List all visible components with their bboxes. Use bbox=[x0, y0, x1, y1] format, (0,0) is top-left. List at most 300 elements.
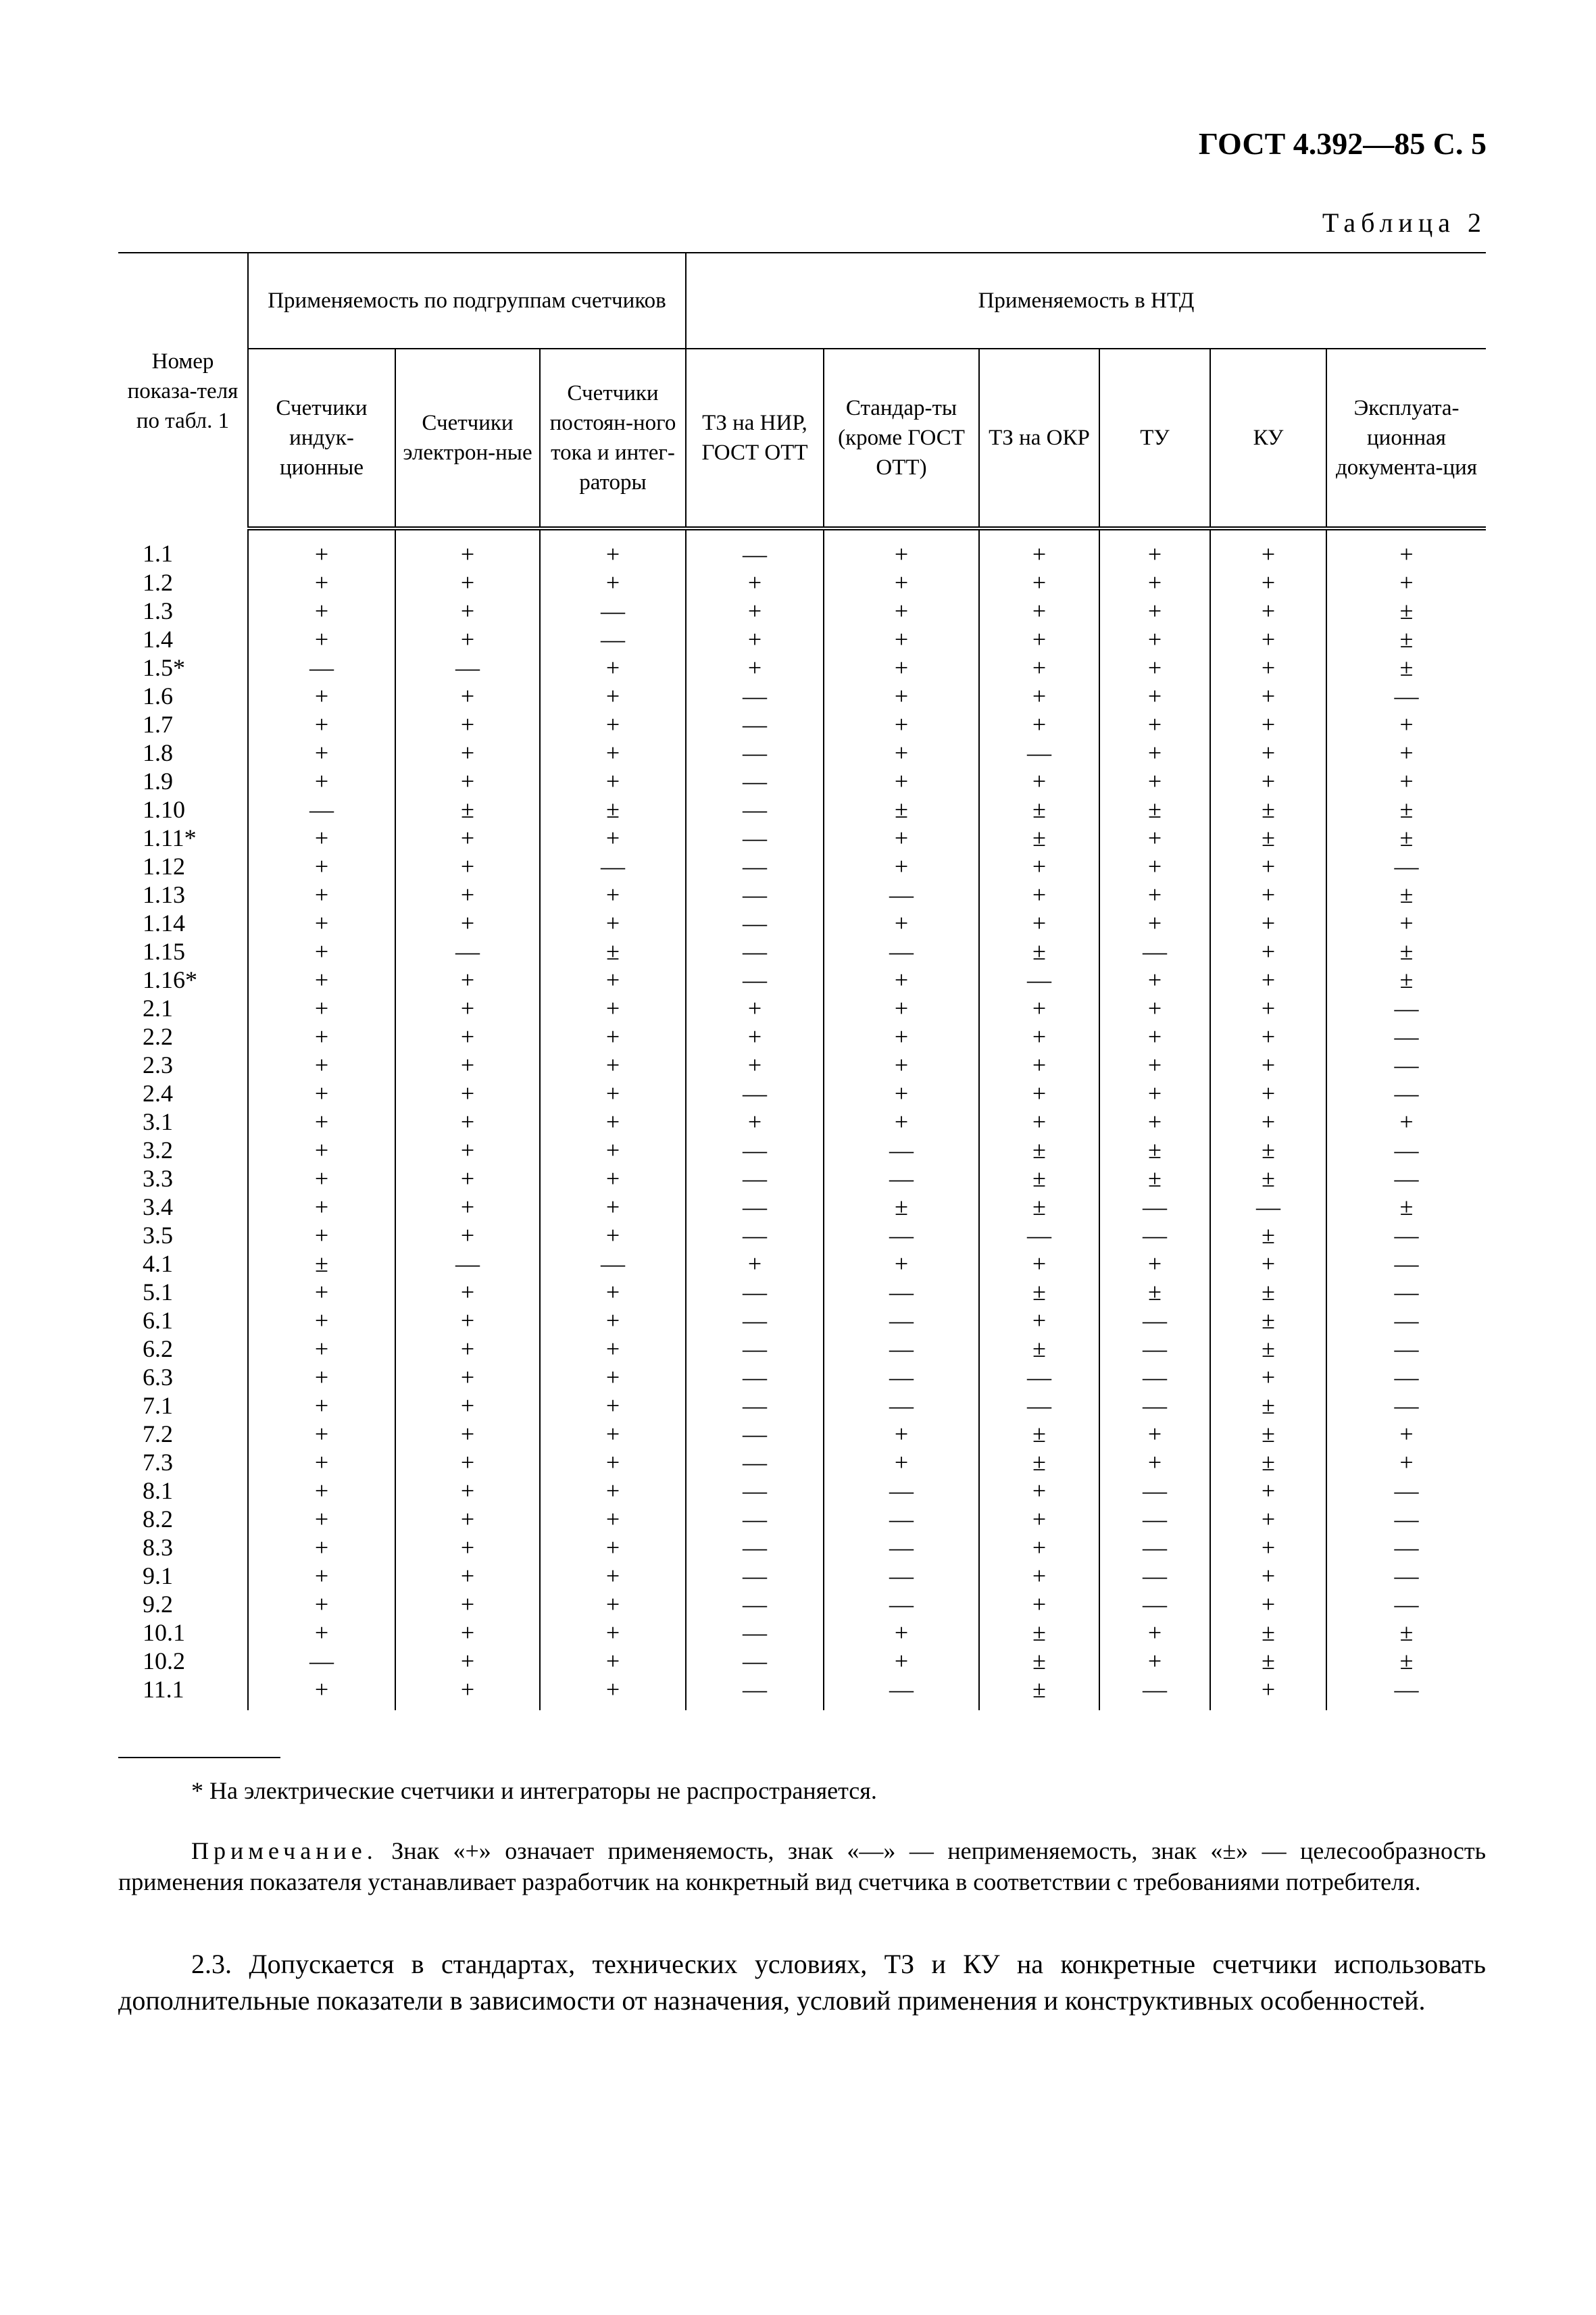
table-cell: + bbox=[824, 1448, 979, 1476]
table-cell: ± bbox=[979, 795, 1099, 824]
table-cell: + bbox=[248, 1022, 395, 1051]
table-cell: + bbox=[395, 1675, 540, 1710]
table-cell: — bbox=[686, 1505, 824, 1533]
table-cell: + bbox=[1326, 528, 1486, 568]
table-cell: — bbox=[824, 1675, 979, 1710]
table-cell: ± bbox=[824, 795, 979, 824]
table-row bbox=[118, 1562, 1486, 1590]
table-cell: ± bbox=[1210, 1335, 1326, 1363]
table-cell: + bbox=[686, 994, 824, 1022]
table-cell: + bbox=[395, 1306, 540, 1335]
table-cell: + bbox=[248, 710, 395, 739]
table-cell: — bbox=[979, 1221, 1099, 1249]
table-cell: — bbox=[1326, 1590, 1486, 1618]
table-cell: ± bbox=[1210, 1420, 1326, 1448]
table-cell: + bbox=[248, 1278, 395, 1306]
table-cell: + bbox=[979, 1533, 1099, 1562]
table-cell: + bbox=[1210, 1363, 1326, 1391]
table-cell: + bbox=[395, 1363, 540, 1391]
table-cell: — bbox=[824, 880, 979, 909]
table-row bbox=[118, 528, 1486, 568]
table-cell: + bbox=[395, 1136, 540, 1164]
table-row bbox=[118, 909, 1486, 937]
table-cell: + bbox=[248, 1505, 395, 1533]
row-number: 4.1 bbox=[143, 1250, 173, 1277]
table-cell: + bbox=[824, 682, 979, 710]
table-row bbox=[118, 880, 1486, 909]
note-text: Знак «+» означает применяемость, знак «—» — неприменяемость, знак «±» — целесообразность применения показателя устанавливает разработчик на конкретный вид счетчика в соответствии с требованиями потребителя. bbox=[118, 1837, 1486, 1895]
header-col-standards: Стандар-ты (кроме ГОСТ ОТТ) bbox=[824, 349, 979, 528]
table-cell: — bbox=[1326, 1505, 1486, 1533]
table-cell: + bbox=[248, 1193, 395, 1221]
table-label: Таблица 2 bbox=[1322, 207, 1487, 238]
table-cell: — bbox=[686, 1590, 824, 1618]
table-cell: — bbox=[686, 739, 824, 767]
table-cell: — bbox=[395, 937, 540, 966]
table-cell: + bbox=[1099, 1079, 1210, 1107]
row-number: 1.14 bbox=[143, 910, 185, 937]
table-cell: + bbox=[1210, 1505, 1326, 1533]
table-cell: + bbox=[686, 568, 824, 597]
table-cell: — bbox=[1326, 1278, 1486, 1306]
table-cell: + bbox=[1099, 1647, 1210, 1675]
table-cell: + bbox=[1210, 528, 1326, 568]
table-cell: + bbox=[248, 767, 395, 795]
table-cell: — bbox=[979, 1391, 1099, 1420]
table-cell: + bbox=[1326, 568, 1486, 597]
table-cell: — bbox=[824, 1278, 979, 1306]
header-col-induction: Счетчики индук-ционные bbox=[248, 349, 395, 528]
table-cell: — bbox=[1326, 1476, 1486, 1505]
table-cell: + bbox=[540, 966, 686, 994]
table-cell: — bbox=[1326, 1079, 1486, 1107]
table-cell: + bbox=[540, 1306, 686, 1335]
table-cell: — bbox=[1326, 1221, 1486, 1249]
table-row bbox=[118, 1363, 1486, 1391]
table-row bbox=[118, 767, 1486, 795]
table-cell: — bbox=[1326, 1022, 1486, 1051]
table-cell: — bbox=[1326, 1051, 1486, 1079]
table-cell: + bbox=[248, 597, 395, 625]
table-cell: + bbox=[395, 909, 540, 937]
table-cell: + bbox=[1099, 1618, 1210, 1647]
table-cell: + bbox=[1099, 597, 1210, 625]
table-cell: + bbox=[248, 1221, 395, 1249]
table-cell: + bbox=[540, 1051, 686, 1079]
table-cell: + bbox=[1099, 528, 1210, 568]
table-cell: ± bbox=[1210, 1448, 1326, 1476]
table-cell: + bbox=[1210, 597, 1326, 625]
header-group-ntd: Применяемость в НТД bbox=[686, 253, 1486, 349]
table-cell: + bbox=[395, 1079, 540, 1107]
table-cell: + bbox=[540, 1193, 686, 1221]
note bbox=[118, 1835, 1486, 1897]
table-cell: + bbox=[395, 710, 540, 739]
table-cell: — bbox=[395, 1249, 540, 1278]
table-cell: + bbox=[248, 1533, 395, 1562]
row-number: 1.4 bbox=[143, 626, 173, 653]
table-cell: — bbox=[1326, 1675, 1486, 1710]
table-cell: + bbox=[248, 1363, 395, 1391]
table-cell: + bbox=[248, 682, 395, 710]
table-cell: + bbox=[979, 682, 1099, 710]
table-cell: — bbox=[824, 1562, 979, 1590]
table-cell: — bbox=[686, 1363, 824, 1391]
table-cell: ± bbox=[1099, 1136, 1210, 1164]
row-number: 6.2 bbox=[143, 1335, 173, 1362]
table-cell: + bbox=[1099, 1448, 1210, 1476]
table-cell: ± bbox=[1326, 1618, 1486, 1647]
table-cell: + bbox=[686, 625, 824, 653]
table-cell: ± bbox=[1099, 1164, 1210, 1193]
table-cell: — bbox=[824, 937, 979, 966]
header-col-tz-nir: ТЗ на НИР, ГОСТ ОТТ bbox=[686, 349, 824, 528]
table-cell: + bbox=[824, 597, 979, 625]
table-cell: + bbox=[395, 1590, 540, 1618]
row-number: 1.11* bbox=[143, 824, 197, 851]
table-row bbox=[118, 1164, 1486, 1193]
table-cell: + bbox=[1210, 710, 1326, 739]
table-cell: ± bbox=[1326, 824, 1486, 852]
table-row bbox=[118, 1221, 1486, 1249]
table-cell: + bbox=[395, 1618, 540, 1647]
row-number: 8.3 bbox=[143, 1534, 173, 1561]
row-number: 1.2 bbox=[143, 569, 173, 596]
table-row bbox=[118, 568, 1486, 597]
table-cell: + bbox=[979, 625, 1099, 653]
table-cell: + bbox=[686, 1249, 824, 1278]
table-cell: + bbox=[1210, 682, 1326, 710]
table-cell: + bbox=[395, 1221, 540, 1249]
table-row bbox=[118, 597, 1486, 625]
row-number: 1.16* bbox=[143, 966, 197, 993]
table-cell: + bbox=[395, 568, 540, 597]
table-cell: — bbox=[1210, 1193, 1326, 1221]
table-cell: — bbox=[686, 1136, 824, 1164]
table-cell: ± bbox=[824, 1193, 979, 1221]
table-cell: ± bbox=[979, 1278, 1099, 1306]
table-cell: + bbox=[979, 852, 1099, 880]
table-cell: + bbox=[1099, 1051, 1210, 1079]
row-number: 1.10 bbox=[143, 796, 185, 823]
table-cell: + bbox=[979, 767, 1099, 795]
table-cell: + bbox=[248, 994, 395, 1022]
table-cell: + bbox=[1099, 682, 1210, 710]
row-number: 2.2 bbox=[143, 1023, 173, 1050]
table-cell: — bbox=[1099, 1505, 1210, 1533]
table-cell: + bbox=[395, 1051, 540, 1079]
table-cell: ± bbox=[1099, 1278, 1210, 1306]
row-number: 10.2 bbox=[143, 1647, 185, 1674]
table-cell: + bbox=[1210, 966, 1326, 994]
table-cell: + bbox=[248, 1136, 395, 1164]
table-cell: — bbox=[1326, 1164, 1486, 1193]
table-row bbox=[118, 625, 1486, 653]
table-cell: + bbox=[395, 739, 540, 767]
header-col-dc-integrators: Счетчики постоян-ного тока и интег-раторы bbox=[540, 349, 686, 528]
table-row bbox=[118, 1136, 1486, 1164]
row-number: 1.13 bbox=[143, 881, 185, 908]
table-cell: + bbox=[1099, 653, 1210, 682]
table-row bbox=[118, 852, 1486, 880]
table-cell: + bbox=[1099, 909, 1210, 937]
table-cell: — bbox=[540, 852, 686, 880]
table-cell: ± bbox=[1326, 795, 1486, 824]
table-cell: — bbox=[1099, 1193, 1210, 1221]
row-number: 1.9 bbox=[143, 768, 173, 795]
table-cell: + bbox=[540, 710, 686, 739]
table-cell: + bbox=[1099, 1022, 1210, 1051]
table-cell: + bbox=[248, 1335, 395, 1363]
table-cell: + bbox=[540, 1533, 686, 1562]
table-cell: + bbox=[248, 1079, 395, 1107]
table-cell: — bbox=[979, 739, 1099, 767]
table-cell: + bbox=[540, 739, 686, 767]
table-cell: + bbox=[395, 1420, 540, 1448]
table-cell: + bbox=[540, 653, 686, 682]
table-cell: + bbox=[824, 1022, 979, 1051]
table-cell: + bbox=[540, 1079, 686, 1107]
table-row bbox=[118, 682, 1486, 710]
table-cell: — bbox=[824, 1391, 979, 1420]
table-cell: + bbox=[979, 994, 1099, 1022]
table-cell: + bbox=[1210, 1675, 1326, 1710]
table-cell: + bbox=[824, 1647, 979, 1675]
table-cell: + bbox=[540, 1618, 686, 1647]
row-number: 7.1 bbox=[143, 1392, 173, 1419]
table-row bbox=[118, 1079, 1486, 1107]
table-cell: ± bbox=[1326, 937, 1486, 966]
table-cell: + bbox=[540, 1675, 686, 1710]
row-number: 1.3 bbox=[143, 597, 173, 624]
table-row bbox=[118, 1448, 1486, 1476]
header-col-ku: КУ bbox=[1210, 349, 1326, 528]
row-number: 3.3 bbox=[143, 1165, 173, 1192]
table-cell: + bbox=[395, 597, 540, 625]
table-cell: ± bbox=[248, 1249, 395, 1278]
table-cell: + bbox=[1210, 653, 1326, 682]
table-cell: + bbox=[395, 1391, 540, 1420]
table-cell: — bbox=[686, 1079, 824, 1107]
row-number: 2.1 bbox=[143, 995, 173, 1022]
table-cell: + bbox=[979, 1476, 1099, 1505]
row-number: 1.6 bbox=[143, 682, 173, 710]
row-number: 1.8 bbox=[143, 739, 173, 766]
table-cell: — bbox=[1326, 682, 1486, 710]
table-cell: — bbox=[686, 1476, 824, 1505]
table-cell: + bbox=[1326, 767, 1486, 795]
table-cell: + bbox=[686, 653, 824, 682]
table-row bbox=[118, 1278, 1486, 1306]
table-cell: + bbox=[248, 528, 395, 568]
table-cell: + bbox=[1099, 852, 1210, 880]
table-cell: + bbox=[824, 1618, 979, 1647]
table-cell: ± bbox=[1326, 1193, 1486, 1221]
table-cell: + bbox=[540, 1335, 686, 1363]
row-number: 3.5 bbox=[143, 1222, 173, 1249]
table-cell: + bbox=[1099, 880, 1210, 909]
table-cell: — bbox=[395, 653, 540, 682]
table-cell: + bbox=[979, 1590, 1099, 1618]
table-cell: + bbox=[248, 1164, 395, 1193]
table-cell: + bbox=[540, 909, 686, 937]
table-cell: + bbox=[248, 966, 395, 994]
table-cell: + bbox=[979, 880, 1099, 909]
table-cell: — bbox=[1326, 1363, 1486, 1391]
table-cell: — bbox=[1326, 1391, 1486, 1420]
table-cell: + bbox=[540, 682, 686, 710]
table-cell: + bbox=[540, 1022, 686, 1051]
table-cell: ± bbox=[540, 795, 686, 824]
table-cell: + bbox=[824, 1249, 979, 1278]
table-cell: + bbox=[248, 568, 395, 597]
table-cell: — bbox=[824, 1533, 979, 1562]
table-cell: — bbox=[686, 909, 824, 937]
table-cell: — bbox=[686, 1221, 824, 1249]
table-cell: — bbox=[686, 682, 824, 710]
table-cell: — bbox=[1099, 937, 1210, 966]
table-cell: + bbox=[540, 1562, 686, 1590]
table-cell: ± bbox=[395, 795, 540, 824]
table-cell: — bbox=[686, 1562, 824, 1590]
table-cell: — bbox=[686, 852, 824, 880]
table-cell: + bbox=[540, 824, 686, 852]
table-cell: — bbox=[824, 1505, 979, 1533]
table-cell: + bbox=[686, 597, 824, 625]
table-cell: + bbox=[540, 1107, 686, 1136]
table-row bbox=[118, 1590, 1486, 1618]
table-cell: ± bbox=[1210, 824, 1326, 852]
table-cell: + bbox=[540, 1590, 686, 1618]
table-cell: + bbox=[395, 1505, 540, 1533]
table-cell: — bbox=[1099, 1306, 1210, 1335]
table-cell: — bbox=[686, 1193, 824, 1221]
table-cell: + bbox=[1210, 1079, 1326, 1107]
table-cell: + bbox=[1210, 1249, 1326, 1278]
table-cell: — bbox=[686, 1391, 824, 1420]
table-row bbox=[118, 966, 1486, 994]
table-cell: — bbox=[1099, 1562, 1210, 1590]
table-cell: ± bbox=[979, 1420, 1099, 1448]
table-cell: + bbox=[1099, 824, 1210, 852]
table-cell: + bbox=[1210, 1590, 1326, 1618]
table-cell: + bbox=[1326, 1420, 1486, 1448]
table-cell: + bbox=[824, 1420, 979, 1448]
table-cell: + bbox=[540, 528, 686, 568]
table-cell: — bbox=[979, 966, 1099, 994]
table-cell: — bbox=[686, 1164, 824, 1193]
table-cell: ± bbox=[979, 1448, 1099, 1476]
table-cell: + bbox=[395, 824, 540, 852]
table-cell: ± bbox=[540, 937, 686, 966]
table-cell: + bbox=[824, 966, 979, 994]
table-cell: + bbox=[1210, 909, 1326, 937]
table-cell: ± bbox=[1210, 1391, 1326, 1420]
table-cell: + bbox=[248, 1562, 395, 1590]
table-cell: + bbox=[248, 880, 395, 909]
table-row bbox=[118, 710, 1486, 739]
table-cell: + bbox=[979, 568, 1099, 597]
table-cell: — bbox=[1099, 1590, 1210, 1618]
table-cell: + bbox=[395, 1335, 540, 1363]
table-cell: — bbox=[1326, 1533, 1486, 1562]
table-cell: + bbox=[1210, 1476, 1326, 1505]
table-cell: — bbox=[824, 1164, 979, 1193]
table-row bbox=[118, 1476, 1486, 1505]
table-cell: — bbox=[824, 1335, 979, 1363]
table-cell: + bbox=[1099, 568, 1210, 597]
table-row bbox=[118, 994, 1486, 1022]
table-cell: ± bbox=[1326, 625, 1486, 653]
table-cell: + bbox=[824, 739, 979, 767]
table-cell: ± bbox=[1326, 1647, 1486, 1675]
table-cell: — bbox=[686, 1647, 824, 1675]
table-cell: — bbox=[248, 1647, 395, 1675]
table-cell: — bbox=[1326, 1306, 1486, 1335]
table-cell: — bbox=[824, 1476, 979, 1505]
row-number: 6.1 bbox=[143, 1307, 173, 1334]
table-cell: + bbox=[248, 625, 395, 653]
table-row bbox=[118, 1533, 1486, 1562]
table-cell: + bbox=[540, 1448, 686, 1476]
table-cell: + bbox=[540, 1647, 686, 1675]
table-row bbox=[118, 1335, 1486, 1363]
table-cell: — bbox=[686, 1306, 824, 1335]
table-cell: + bbox=[1210, 994, 1326, 1022]
table-cell: + bbox=[979, 1306, 1099, 1335]
table-cell: + bbox=[540, 1136, 686, 1164]
table-cell: — bbox=[824, 1590, 979, 1618]
table-cell: ± bbox=[979, 1193, 1099, 1221]
table-cell: + bbox=[1099, 1420, 1210, 1448]
note-label: Примечание. bbox=[191, 1837, 378, 1864]
table-cell: + bbox=[824, 767, 979, 795]
table-cell: + bbox=[979, 528, 1099, 568]
table-cell: — bbox=[540, 625, 686, 653]
table-cell: — bbox=[1326, 1562, 1486, 1590]
table-cell: + bbox=[824, 1107, 979, 1136]
table-cell: ± bbox=[979, 937, 1099, 966]
table-cell: + bbox=[395, 1278, 540, 1306]
table-cell: + bbox=[979, 1562, 1099, 1590]
table-cell: + bbox=[979, 597, 1099, 625]
table-cell: — bbox=[686, 710, 824, 739]
table-cell: ± bbox=[979, 1335, 1099, 1363]
table-cell: + bbox=[1099, 1107, 1210, 1136]
table-cell: + bbox=[540, 767, 686, 795]
table-cell: ± bbox=[979, 1164, 1099, 1193]
table-cell: + bbox=[979, 653, 1099, 682]
row-number: 8.1 bbox=[143, 1477, 173, 1504]
table-cell: + bbox=[1099, 1249, 1210, 1278]
table-cell: ± bbox=[1210, 795, 1326, 824]
table-cell: + bbox=[979, 909, 1099, 937]
table-cell: — bbox=[686, 1448, 824, 1476]
table-cell: + bbox=[1099, 739, 1210, 767]
table-cell: ± bbox=[1210, 1618, 1326, 1647]
table-row bbox=[118, 1022, 1486, 1051]
table-cell: — bbox=[248, 653, 395, 682]
table-cell: + bbox=[540, 1164, 686, 1193]
table-cell: + bbox=[395, 1476, 540, 1505]
table-cell: + bbox=[540, 994, 686, 1022]
table-cell: ± bbox=[979, 824, 1099, 852]
header-col-electronic: Счетчики электрон-ные bbox=[395, 349, 540, 528]
table-cell: + bbox=[686, 1022, 824, 1051]
table-cell: + bbox=[540, 1391, 686, 1420]
table-cell: — bbox=[686, 966, 824, 994]
page-header: ГОСТ 4.392—85 С. 5 bbox=[1198, 126, 1487, 161]
